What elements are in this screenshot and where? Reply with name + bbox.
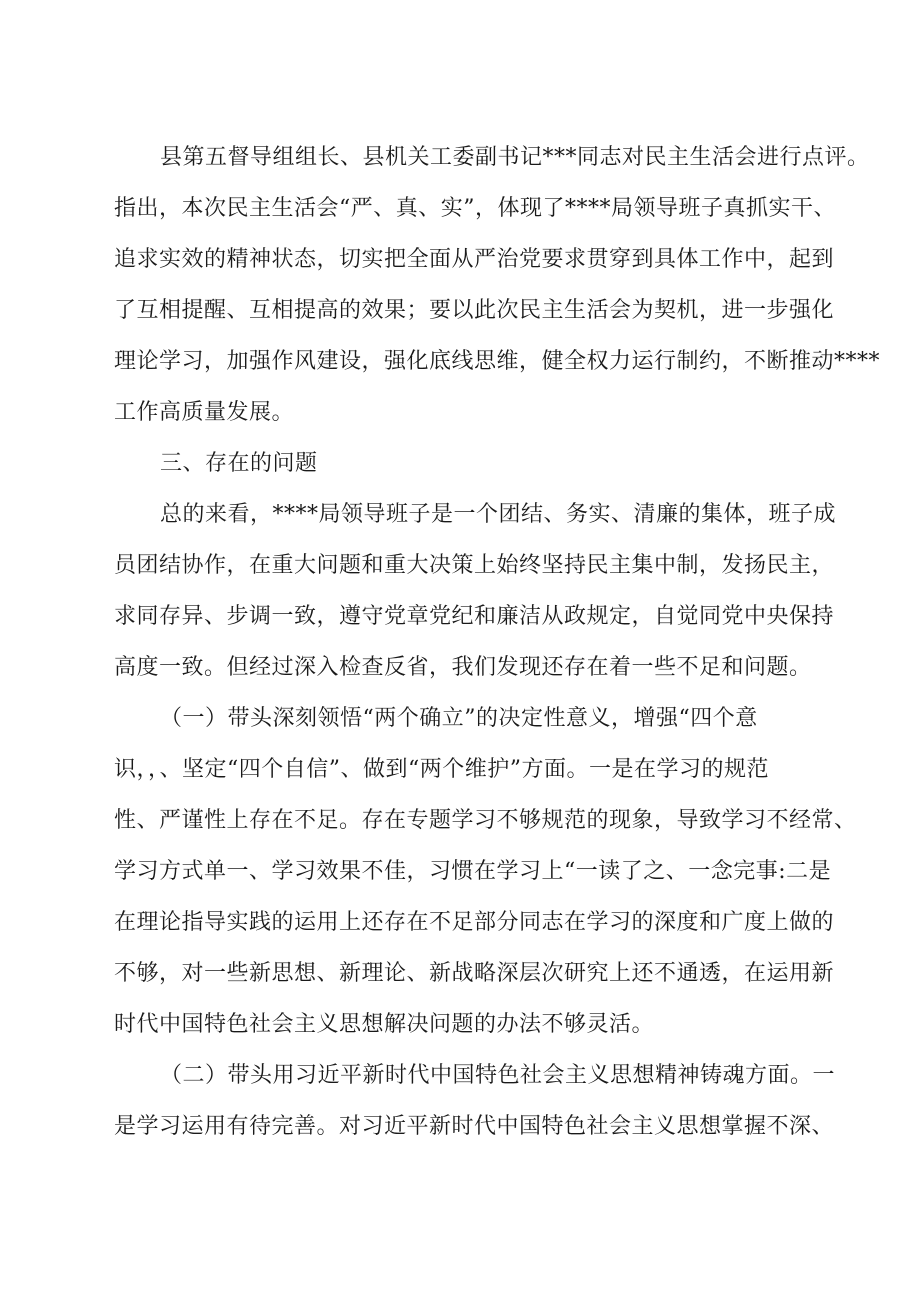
text-line: 县第五督导组组长、县机关工委副书记***同志对民主生活会进行点评。: [160, 145, 870, 170]
text-line: 高度一致。但经过深入检查反省，我们发现还存在着一些不足和问题。: [114, 655, 812, 680]
text-line: 总的来看，****局领导班子是一个团结、务实、清廉的集体，班子成: [160, 502, 837, 527]
text-line: 工作高质量发展。: [114, 400, 295, 425]
text-line: （二）带头用习近平新时代中国特色社会主义思想精神铸魂方面。一: [160, 1063, 836, 1088]
text-line: 不够，对一些新思想、新理论、新战略深层次研究上还不通透，在运用新: [114, 961, 835, 986]
text-line: 时代中国特色社会主义思想解决问题的办法不够灵活。: [114, 1012, 655, 1037]
text-line: 了互相提醒、互相提高的效果；要以此次民主生活会为契机，进一步强化: [114, 298, 835, 323]
text-line: 在理论指导实践的运用上还存在不足部分同志在学习的深度和广度上做的: [114, 910, 835, 935]
text-line: 识，，、坚定“四个自信”、做到“两个维护”方面。一是在学习的规范: [114, 757, 769, 782]
text-line: 员团结协作，在重大问题和重大决策上始终坚持民主集中制，发扬民主，: [114, 553, 835, 578]
text-line: 指出，本次民主生活会“严、真、实”，体现了****局领导班子真抓实干、: [114, 196, 836, 221]
text-line: 理论学习，加强作风建设，强化底线思维，健全权力运行制约，不断推动****: [114, 349, 881, 374]
text-line: 求同存异、步调一致，遵守党章党纪和廉洁从政规定，自觉同党中央保持: [114, 604, 835, 629]
text-line: 性、严谨性上存在不足。存在专题学习不够规范的现象，导致学习不经常、: [114, 808, 857, 833]
text-line: 学习方式单一、学习效果不佳，习惯在学习上“一读了之、一念完事:二是: [114, 859, 832, 884]
text-line: （一）带头深刻领悟“两个确立”的决定性意义，增强“四个意: [160, 706, 758, 731]
text-line: 追求实效的精神状态，切实把全面从严治党要求贯穿到具体工作中，起到: [114, 247, 835, 272]
section-heading: 三、存在的问题: [160, 451, 318, 476]
text-line: 是学习运用有待完善。对习近平新时代中国特色社会主义思想掌握不深、: [114, 1114, 835, 1139]
